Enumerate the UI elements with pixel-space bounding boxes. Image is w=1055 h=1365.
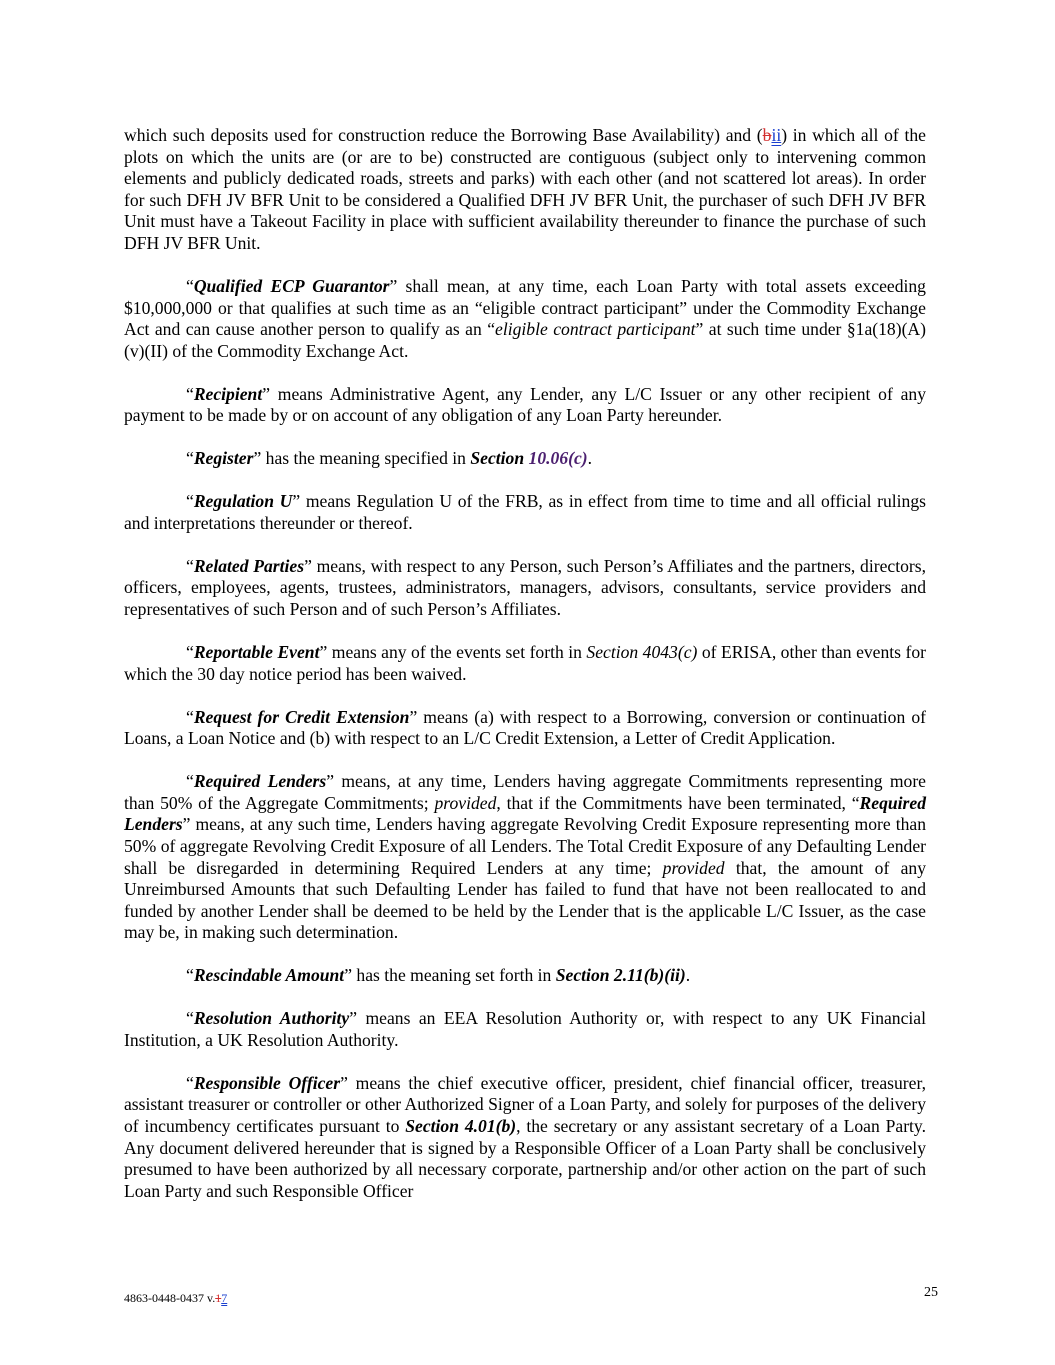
section-reference: Section 2.11(b)(ii): [555, 965, 686, 986]
defined-term: Register: [193, 448, 254, 469]
definition-responsible-officer: “Responsible Officer” means the chief executive officer, president, chief financial officer, treasurer, assistant treasurer or controller or other Authorized Signer of a Loan Party, and solely for purposes of the delivery of incumbency certificates pursuant to Section 4.01(b), the secretary or any assistant secretary of a Loan Party. Any document delivered hereunder that is signed by a Responsible Officer of a Loan Party shall be conclusively presumed to have been authorized by all necessary corporate, partnership and/or other action on the part of such Loan Party and such Responsible Officer: [124, 1072, 927, 1201]
definition-rescindable-amount: “Rescindable Amount” has the meaning set forth in Section 2.11(b)(ii).: [186, 965, 691, 986]
section-cross-reference-link[interactable]: 10.06(c): [528, 448, 588, 469]
definition-resolution-authority: “Resolution Authority” means an EEA Resolution Authority or, with respect to any UK Financial Institution, a UK Resolution Authority.: [124, 1008, 926, 1050]
definition-reportable-event: “Reportable Event” means any of the events set forth in Section 4043(c) of ERISA, other than events for which the 30 day notice period has been waived.: [124, 642, 926, 684]
definition-qualified-ecp-guarantor: “Qualified ECP Guarantor” shall mean, at any time, each Loan Party with total assets exceeding $10,000,000 or that qualifies at such time as an “eligible contract participant” under the Commodity Exchange Act and can cause another person to qualify as an “eligible contract participant” at such time under §1a(18)(A)(v)(II) of the Commodity Exchange Act.: [124, 275, 926, 361]
inserted-text: ii: [771, 125, 782, 145]
defined-term: Regulation U: [193, 491, 293, 512]
defined-term: Resolution Authority: [193, 1008, 350, 1029]
definition-regulation-u: “Regulation U” means Regulation U of the FRB, as in effect from time to time and all official rulings and interpretations thereunder or thereof.: [124, 491, 926, 533]
section-reference: Section 4.01(b): [405, 1116, 517, 1137]
defined-term: Rescindable Amount: [193, 965, 345, 986]
inserted-version: 7: [221, 1291, 228, 1305]
defined-term: Required Lenders: [124, 792, 926, 835]
deleted-text: b: [762, 125, 772, 145]
defined-term: Required Lenders: [193, 771, 327, 792]
definition-related-parties: “Related Parties” means, with respect to any Person, such Person’s Affiliates and the partners, directors, officers, employees, agents, trustees, administrators, managers, advisors, consultants, service providers and representatives of such Person and of such Person’s Affiliates.: [124, 555, 926, 620]
page-number: 25: [924, 1285, 938, 1300]
footer-document-id: 4863-0448-0437 v.17: [124, 1291, 228, 1305]
definition-recipient: “Recipient” means Administrative Agent, any Lender, any L/C Issuer or any other recipient of any payment to be made by or on account of any obligation of any Loan Party hereunder.: [124, 383, 926, 426]
definition-register: “Register” has the meaning specified in Section 10.06(c).: [186, 448, 593, 469]
defined-term: Reportable Event: [193, 642, 320, 663]
defined-term: Qualified ECP Guarantor: [193, 275, 390, 296]
definition-required-lenders: “Required Lenders” means, at any time, Lenders having aggregate Commitments representing more than 50% of the Aggregate Commitments; provided, that if the Commitments have been terminated, “Required Lenders” means, at any such time, Lenders having aggregate Revolving Credit Exposure representing more than 50% of aggregate Revolving Credit Exposure of all Lenders. The Total Credit Exposure of any Defaulting Lender shall be disregarded in determining Required Lenders at any time; provided that, the amount of any Unreimbursed Amounts that such Defaulting Lender has failed to fund that have not been reallocated to and funded by another Lender shall be deemed to be held by the Lender that is the applicable L/C Issuer, as the case may be, in making such determination.: [124, 771, 926, 943]
deleted-version: 1: [215, 1291, 222, 1305]
paragraph-continuation: which such deposits used for construction reduce the Borrowing Base Availability) and (bii) in which all of the plots on which the units are (or are to be) constructed are contiguous (subject only to intervening common elements and publicly dedicated roads, streets and parks) with each other (and not scattered lot areas). In order for such DFH JV BFR Unit to be considered a Qualified DFH JV BFR Unit, the purchaser of such DFH JV BFR Unit must have a Takeout Facility in place with sufficient availability thereunder to finance the purchase of such DFH JV BFR Unit.: [124, 125, 926, 253]
defined-term: Related Parties: [193, 555, 305, 576]
defined-term: Responsible Officer: [193, 1072, 341, 1093]
defined-term: Request for Credit Extension: [193, 706, 410, 727]
defined-term: Recipient: [193, 383, 263, 404]
document-body: [124, 125, 926, 1202]
definition-request-for-credit-extension: “Request for Credit Extension” means (a) with respect to a Borrowing, conversion or continuation of Loans, a Loan Notice and (b) with respect to an L/C Credit Extension, a Letter of Credit Application.: [124, 706, 926, 749]
